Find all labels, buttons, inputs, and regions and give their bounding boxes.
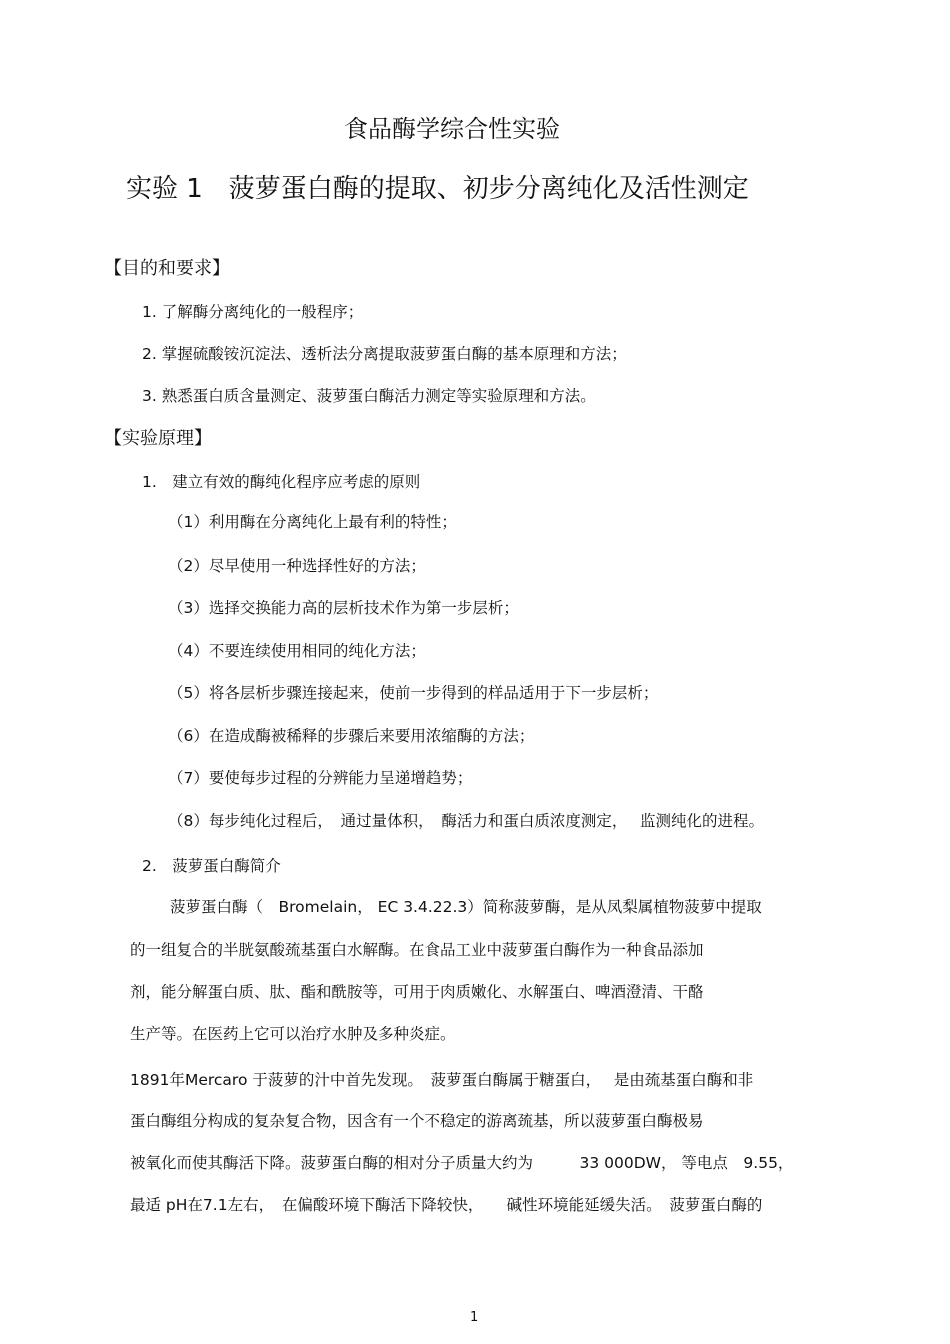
principle-item: （3）选择交换能力高的层析技术作为第一步层析；: [168, 599, 519, 617]
section-heading-aims: 【目的和要求】: [104, 258, 230, 279]
body-text-line: 最适 pH在7.1左右， 在偏酸环境下酶活下降较快， 碱性环境能延缓失活。 菠萝蛋白酶的: [130, 1196, 763, 1214]
document-title: 食品酶学综合性实验: [344, 115, 560, 143]
aims-item: 1. 了解酶分离纯化的一般程序；: [142, 303, 364, 321]
section-heading-principle: 【实验原理】: [104, 428, 212, 449]
body-text-line: 的一组复合的半胱氨酸巯基蛋白水解酶。在食品工业中菠萝蛋白酶作为一种食品添加: [130, 941, 704, 959]
aims-item: 2. 掌握硫酸铵沉淀法、透析法分离提取菠萝蛋白酶的基本原理和方法；: [142, 345, 627, 363]
principle-item: （2）尽早使用一种选择性好的方法；: [168, 557, 426, 575]
principle-item: （6）在造成酶被稀释的步骤后来要用浓缩酶的方法；: [168, 727, 535, 745]
body-text-line: 菠萝蛋白酶（ Bromelain， EC 3.4.22.3）简称菠萝酶，是从凤梨属植物菠萝中提取: [170, 898, 762, 916]
body-text-line: 被氧化而使其酶活下降。菠萝蛋白酶的相对分子质量大约为 33 000DW， 等电点 9.55，: [130, 1154, 794, 1172]
body-text-line: 剂，能分解蛋白质、肽、酯和酰胺等，可用于肉质嫩化、水解蛋白、啤酒澄清、干酪: [130, 983, 704, 1001]
aims-item: 3. 熟悉蛋白质含量测定、菠萝蛋白酶活力测定等实验原理和方法。: [142, 387, 596, 405]
principle-item: （1）利用酶在分离纯化上最有利的特性；: [168, 513, 457, 531]
body-text-line: 生产等。在医药上它可以治疗水肿及多种炎症。: [130, 1025, 456, 1043]
page-number: 1: [470, 1310, 479, 1325]
principle-subsection-title: 2. 菠萝蛋白酶简介: [142, 857, 281, 875]
principle-item: （4）不要连续使用相同的纯化方法；: [168, 642, 426, 660]
experiment-title: 实验 1 菠萝蛋白酶的提取、初步分离纯化及活性测定: [126, 174, 749, 204]
body-text-line: 蛋白酶组分构成的复杂复合物，因含有一个不稳定的游离巯基，所以菠萝蛋白酶极易: [130, 1112, 704, 1130]
principle-item: （7）要使每步过程的分辨能力呈递增趋势；: [168, 769, 473, 787]
body-text-line: 1891年Mercaro 于菠萝的汁中首先发现。 菠萝蛋白酶属于糖蛋白， 是由巯基蛋白酶和非: [130, 1071, 754, 1089]
principle-subsection-title: 1. 建立有效的酶纯化程序应考虑的原则: [142, 473, 421, 491]
principle-item: （8）每步纯化过程后， 通过量体积， 酶活力和蛋白质浓度测定， 监测纯化的进程。: [168, 812, 765, 830]
principle-item: （5）将各层析步骤连接起来，使前一步得到的样品适用于下一步层析；: [168, 684, 659, 702]
